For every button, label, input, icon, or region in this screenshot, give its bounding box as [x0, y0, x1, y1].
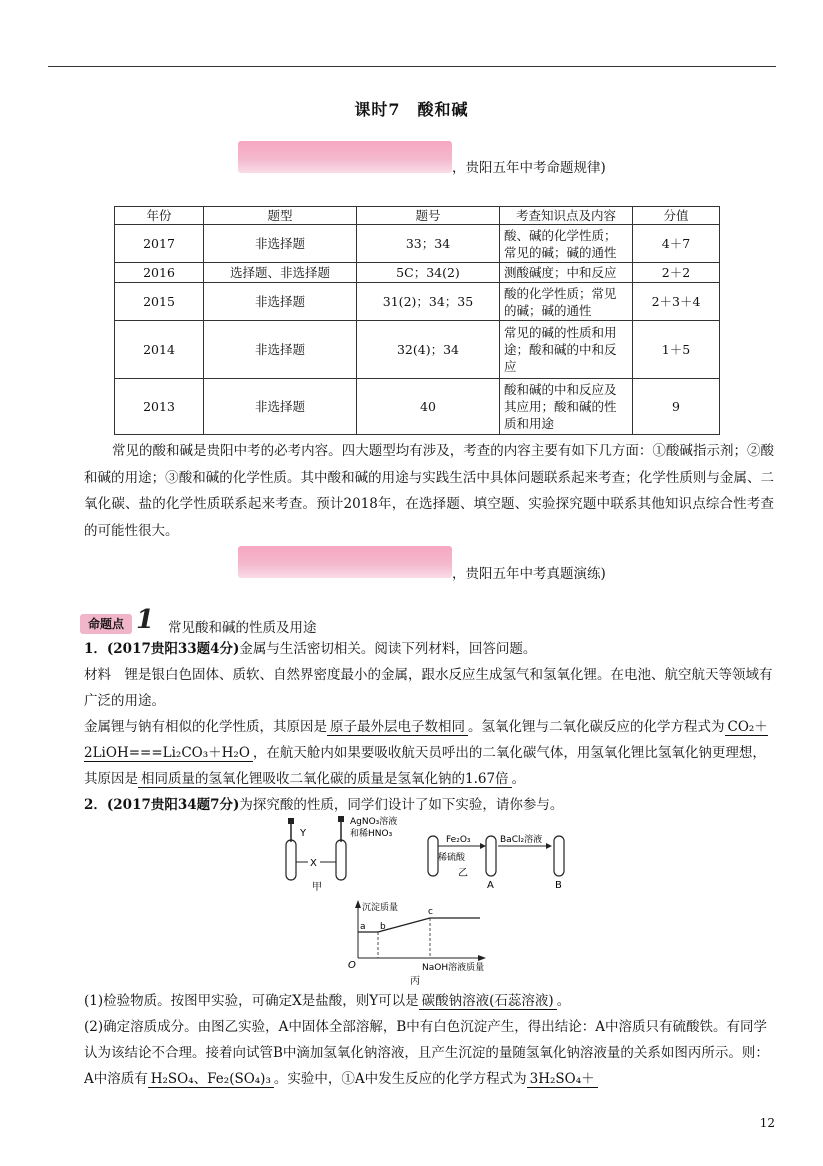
table-row [115, 379, 720, 435]
page-number: 12 [759, 1116, 775, 1130]
topic-number: 1 [136, 605, 155, 635]
exam-rules-table [114, 206, 720, 435]
experiment-figure [270, 812, 590, 988]
label-x: X [310, 858, 317, 869]
table-cell: 非选择题 [204, 283, 357, 321]
table-cell: 1＋5 [633, 321, 720, 379]
test-tube-x [336, 840, 346, 880]
table-cell: 2015 [115, 283, 204, 321]
label-jia: 甲 [312, 882, 322, 893]
table-cell: 32(4)；34 [357, 321, 500, 379]
answer-blank-5[interactable]: 3H₂SO₄＋ [527, 1071, 598, 1088]
table-cell: 40 [357, 379, 500, 435]
answer-blank-1[interactable]: 原子最外层电子数相同 [327, 719, 468, 736]
dropper-bulb-y [288, 818, 294, 824]
q2-part1-end: 。 [556, 993, 571, 1009]
arrow-1-head [480, 843, 486, 849]
label-b: B [555, 880, 562, 891]
label-yi: 乙 [458, 868, 468, 879]
q1-text-a: 金属锂与钠有相似的化学性质，其原因是 [84, 719, 327, 735]
header-rule [48, 66, 776, 67]
test-tube-a [486, 836, 496, 876]
question-1-answers [84, 714, 776, 792]
label-reagent-1: AgNO₃溶液 [350, 817, 398, 827]
table-header: 题号 [357, 207, 500, 225]
origin-label: O [348, 960, 356, 971]
question-2-part-1 [84, 988, 776, 1014]
table-header: 考查知识点及内容 [500, 207, 633, 225]
table-cell: 酸的化学性质；常见的碱；碱的通性 [500, 283, 633, 321]
material-body: 材料 锂是银白色固体、质软、自然界密度最小的金属，跟水反应生成氢气和氢氧化锂。在电池、航空航天等领域有广泛的用途。 [84, 667, 773, 709]
label-fe2o3: Fe₂O₃ [446, 835, 471, 845]
point-a: a [360, 922, 366, 932]
table-header: 年份 [115, 207, 204, 225]
q2-part2-text: (2)确定溶质成分。由图乙实验，A中固体全部溶解，B中有白色沉淀产生，得出结论：A中溶质只有硫酸铁。有同学认为该结论不合理。接着向试管B中滴加氢氧化钠溶液，且产生沉淀的量随氢氧化钠溶液量的关系如图丙所示。则：A中溶质有 [84, 1019, 769, 1087]
q1-text-d: 。 [511, 771, 526, 787]
answer-blank-4[interactable]: H₂SO₄、Fe₂(SO₄)₃ [148, 1071, 274, 1088]
section-banner-2 [238, 546, 452, 578]
table-cell: 4＋7 [633, 225, 720, 263]
table-cell: 非选择题 [204, 321, 357, 379]
question-2-intro: 为探究酸的性质，同学们设计了如下实验，请你参与。 [239, 797, 564, 813]
arrow-2-head [546, 843, 552, 849]
summary-text: 常见的酸和碱是贵阳中考的必考内容。四大题型均有涉及，考查的内容主要有如下几方面：①酸碱指示剂；②酸和碱的用途；③酸和碱的化学性质。其中酸和碱的用途与实践生活中具体问题联系起来考查；化学性质则与金属、二氧化碳、盐的化学性质联系起来考查。预计2018年，在选择题、填空题、实验探究题中联系其他知识点综合性考查的可能性很大。 [84, 443, 774, 539]
test-tube-y [286, 840, 296, 880]
question-1-intro: 金属与生活密切相关。阅读下列材料，回答问题。 [239, 641, 537, 657]
q1-text-c: ，在航天舱内如果要吸收航天员呼出的二氧化碳气体，用氢氧化锂比氢氧化钠更理想，其原因是 [84, 745, 766, 787]
table-cell: 非选择题 [204, 379, 357, 435]
summary-paragraph [84, 438, 774, 544]
table-header: 题型 [204, 207, 357, 225]
label-acid: 稀硫酸 [438, 853, 466, 863]
topic-tag: 命题点 [80, 614, 132, 634]
table-row [115, 321, 720, 379]
question-2-part-2 [84, 1014, 776, 1092]
point-c: c [428, 907, 433, 917]
table-cell: 非选择题 [204, 225, 357, 263]
label-bing: 丙 [410, 976, 420, 987]
table-cell: 9 [633, 379, 720, 435]
axis-y-label: 沉淀质量 [362, 903, 399, 913]
page-title: 课时7 酸和碱 [354, 100, 469, 119]
question-1-material [84, 662, 776, 714]
table-row [115, 263, 720, 283]
table-cell: 2＋2 [633, 263, 720, 283]
section-banner-1 [238, 141, 452, 173]
axis-x-label: NaOH溶液质量 [422, 963, 485, 973]
label-y: Y [300, 828, 307, 839]
q1-text-b: 。氢氧化锂与二氧化碳反应的化学方程式为 [468, 719, 725, 735]
figure-bing [348, 900, 486, 987]
section-banner-1-text: ，贵阳五年中考命题规律) [452, 160, 606, 176]
table-cell: 33；34 [357, 225, 500, 263]
table-cell: 2013 [115, 379, 204, 435]
curve-segment-bc [378, 918, 430, 932]
figure-jia [286, 815, 397, 893]
figure-yi [428, 833, 564, 891]
table-header-row [115, 207, 720, 225]
test-tube-b [554, 836, 564, 876]
answer-blank-2[interactable]: 相同质量的氢氧化锂吸收二氧化碳的质量是氢氧化钠的1.67倍 [138, 771, 512, 788]
point-b: b [380, 922, 386, 932]
dropper-bulb-x [338, 816, 344, 822]
table-cell: 2＋3＋4 [633, 283, 720, 321]
label-bacl2: BaCl₂溶液 [500, 835, 543, 845]
question-1-head: 1．(2017贵阳33题4分) [84, 641, 240, 657]
q2-part1-text: (1)检验物质。按图甲实验，可确定X是盐酸，则Y可以是 [84, 993, 419, 1009]
table-cell: 2014 [115, 321, 204, 379]
y-axis-arrow [355, 900, 361, 908]
table-row [115, 283, 720, 321]
table-cell: 常见的碱的性质和用途；酸和碱的中和反应 [500, 321, 633, 379]
test-tube-left [428, 836, 438, 876]
label-reagent-1b: 和稀HNO₃ [350, 829, 393, 839]
table-cell: 测酸碱度；中和反应 [500, 263, 633, 283]
x-axis-arrow [478, 955, 486, 961]
label-a: A [487, 880, 494, 891]
table-cell: 酸、碱的化学性质；常见的碱；碱的通性 [500, 225, 633, 263]
table-cell: 选择题、非选择题 [204, 263, 357, 283]
table-cell: 5C；34(2) [357, 263, 500, 283]
table-cell: 31(2)；34；35 [357, 283, 500, 321]
table-cell: 2017 [115, 225, 204, 263]
table-row [115, 225, 720, 263]
table-header: 分值 [633, 207, 720, 225]
question-1-stem [84, 636, 776, 662]
question-2-head: 2．(2017贵阳34题7分) [84, 797, 240, 813]
answer-blank-3[interactable]: 碳酸钠溶液(石蕊溶液) [419, 993, 557, 1010]
table-cell: 酸和碱的中和反应及其应用；酸和碱的性质和用途 [500, 379, 633, 435]
topic-title: 常见酸和碱的性质及用途 [168, 620, 317, 636]
answer-blank-equation[interactable]: CO₂＋2LiOH===Li₂CO₃＋H₂O [84, 719, 768, 761]
section-banner-2-text: ，贵阳五年中考真题演练) [452, 566, 606, 582]
table-cell: 2016 [115, 263, 204, 283]
material-text [84, 662, 776, 714]
q2-part2-mid: 。实验中，①A中发生反应的化学方程式为 [273, 1071, 527, 1087]
